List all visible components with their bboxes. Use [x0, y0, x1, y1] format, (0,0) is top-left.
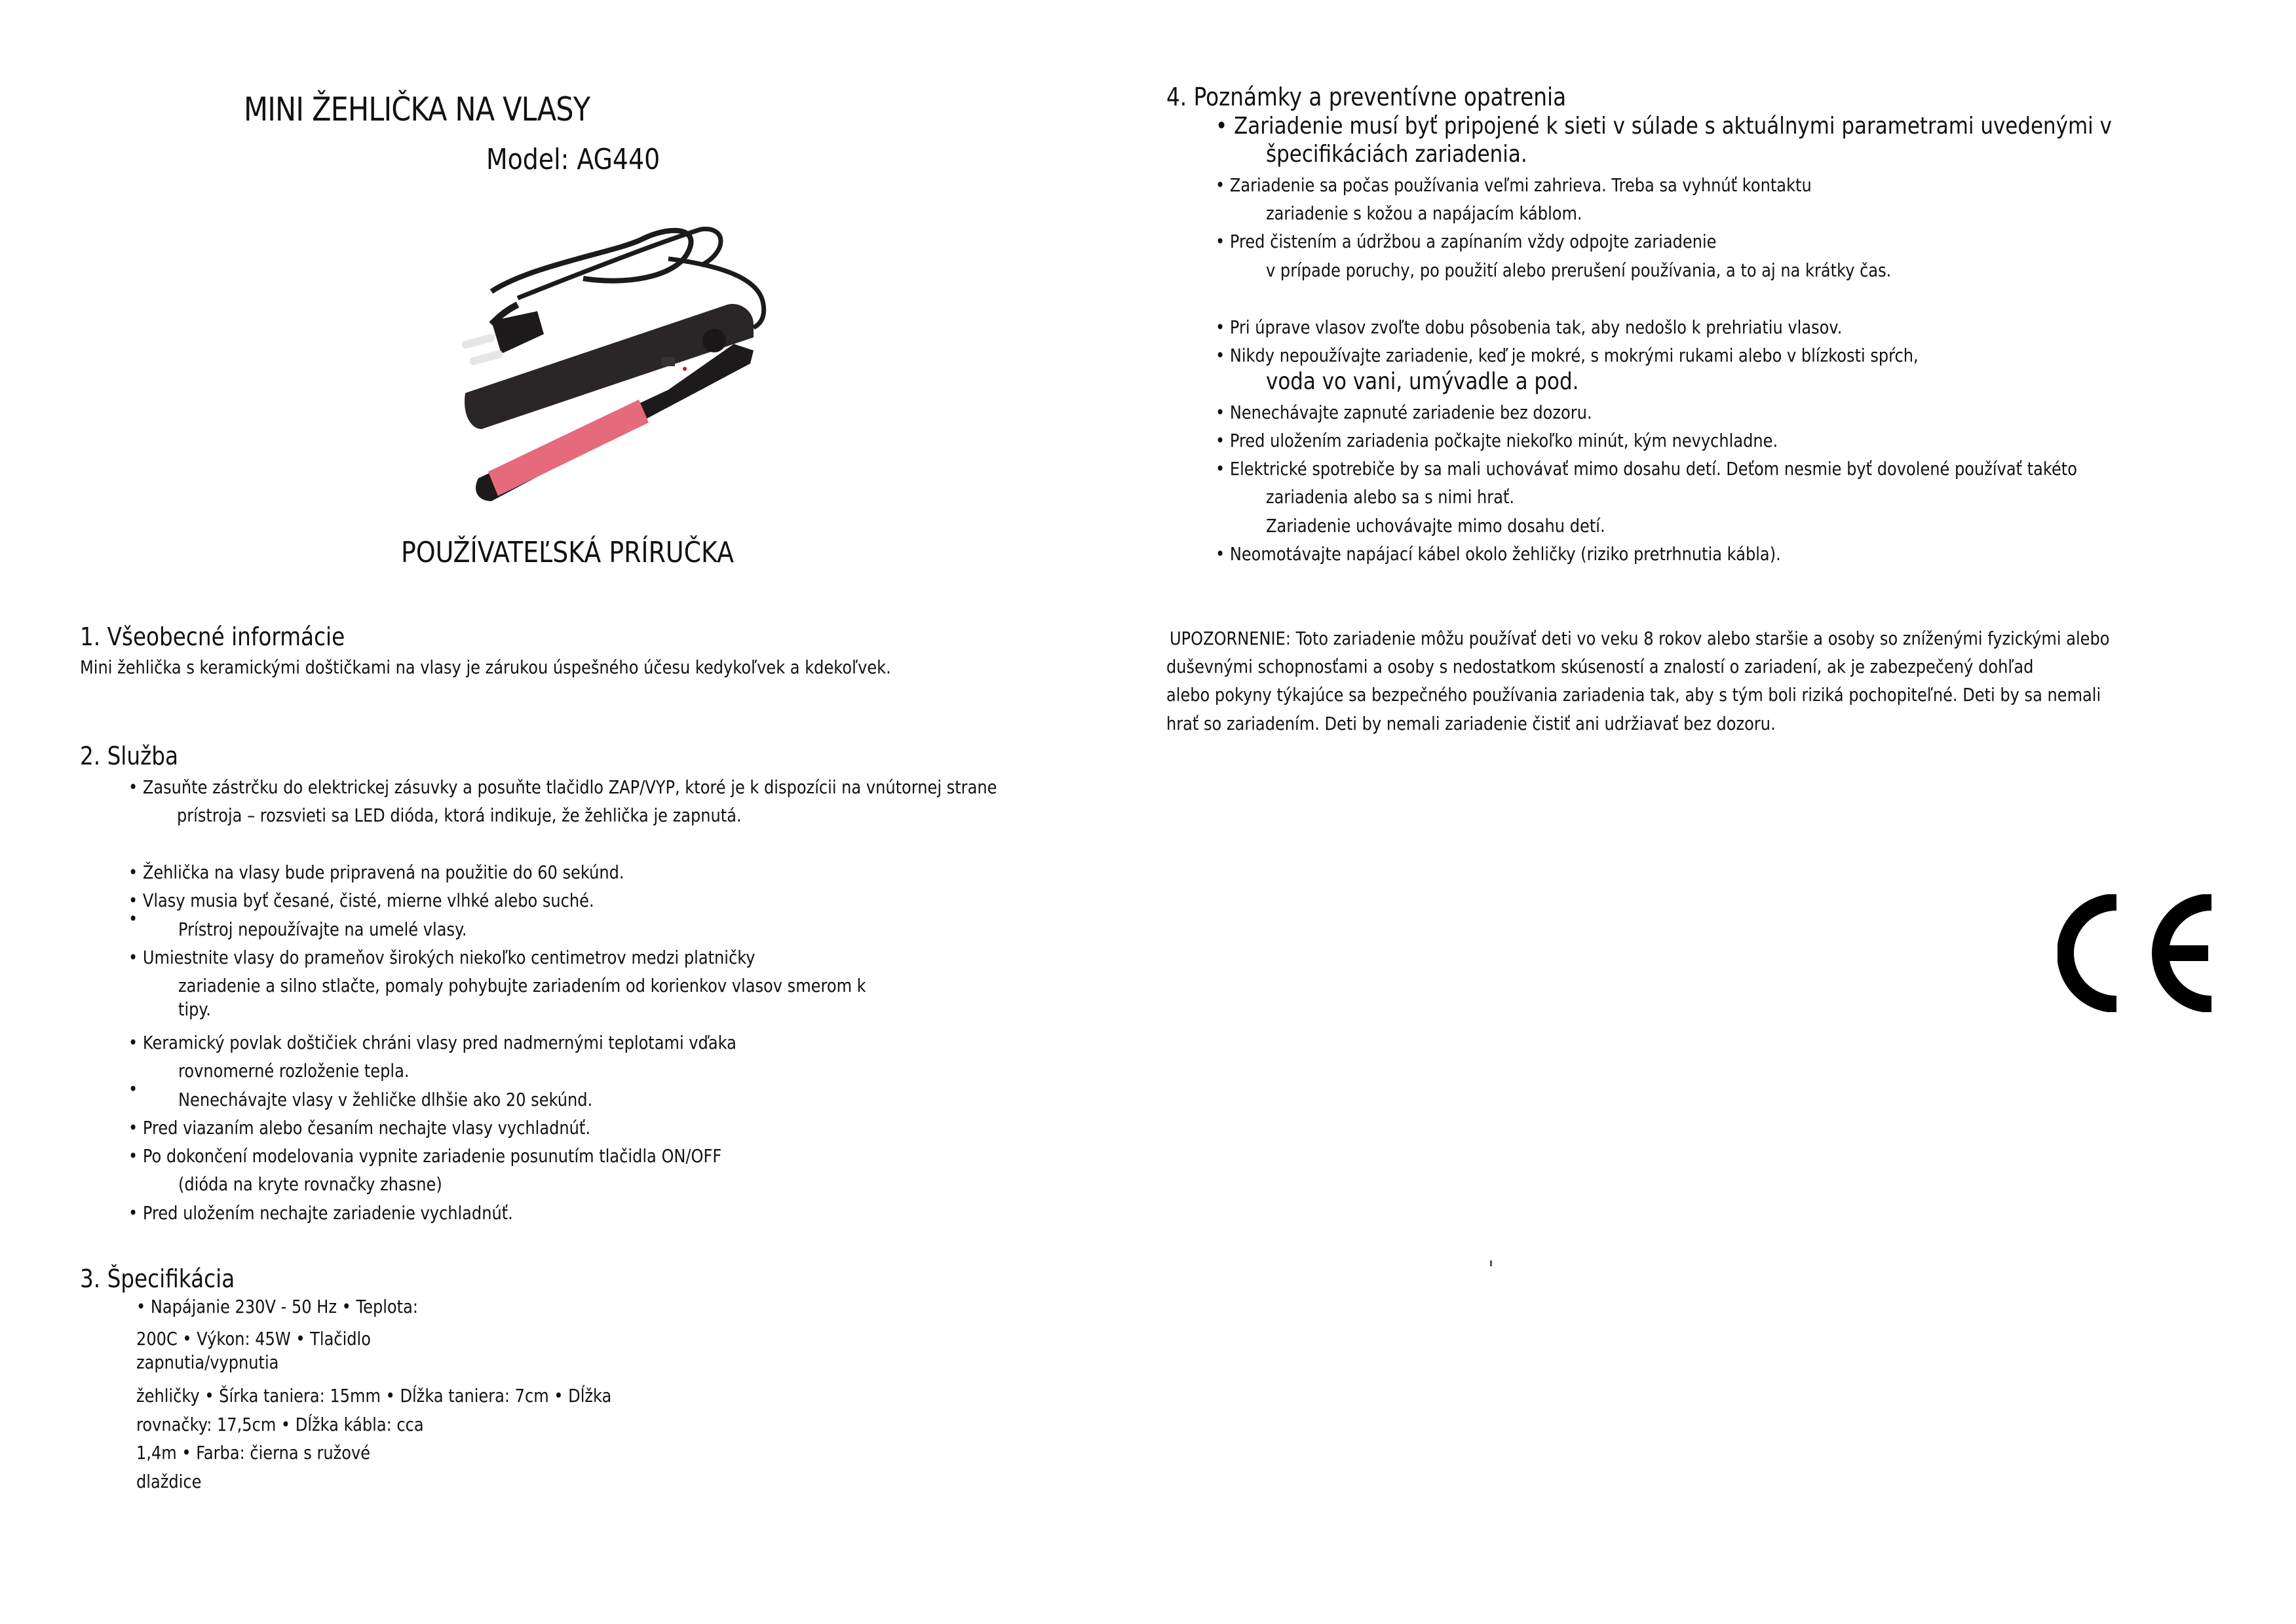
plug-icon [461, 311, 544, 366]
warning-line: duševnými schopnosťami a osoby s nedostatkom skúseností a znalostí o zariadení, ak je zabezpečený dohľad [1166, 656, 2034, 677]
spec-line: žehličky • Šírka taniera: 15mm • Dĺžka taniera: 7cm • Dĺžka [136, 1385, 612, 1407]
warning-line: UPOZORNENIE: Toto zariadenie môžu používať deti vo veku 8 rokov alebo staršie a osoby so zníženými fyzickými alebo [1170, 628, 2110, 649]
spec-line: • Napájanie 230V - 50 Hz • Teplota: [136, 1296, 418, 1317]
spec-line: dlaždice [136, 1471, 202, 1492]
service-line: prístroja – rozsvieti sa LED dióda, ktorá indikuje, že žehlička je zapnutá. [177, 804, 742, 826]
section-heading-specification: 3. Špecifikácia [80, 1264, 235, 1293]
service-line: • Zasuňte zástrčku do elektrickej zásuvky a posuňte tlačidlo ZAP/VYP, ktoré je k dispozícii na vnútornej strane [128, 776, 997, 798]
notes-line: voda vo vani, umývadle a pod. [1266, 368, 1579, 395]
notes-line: • Neomotávajte napájací kábel okolo žehličky (riziko pretrhnutia kábla). [1215, 543, 1781, 565]
cord-loop [491, 231, 691, 292]
service-line: • Vlasy musia byť česané, čisté, mierne vlhké alebo suché. [128, 890, 594, 911]
led-indicator [683, 367, 687, 371]
section-heading-general-info: 1. Všeobecné informácie [80, 622, 345, 651]
service-line: • Žehlička na vlasy bude pripravená na použitie do 60 sekúnd. [128, 861, 624, 883]
service-line: tipy. [178, 998, 211, 1020]
notes-line: Zariadenie uchovávajte mimo dosahu detí. [1266, 515, 1605, 537]
service-line: Prístroj nepoužívajte na umelé vlasy. [178, 918, 467, 940]
service-line: Nenechávajte vlasy v žehličke dlhšie ako 20 sekúnd. [178, 1089, 593, 1110]
power-switch [662, 357, 675, 366]
service-line: • Keramický povlak doštičiek chráni vlasy pred nadmernými teplotami vďaka [128, 1032, 737, 1053]
notes-line: • Elektrické spotrebiče by sa mali uchovávať mimo dosahu detí. Deťom nesmie byť dovolené používať takéto [1215, 458, 2077, 480]
notes-line: • Pri úprave vlasov zvoľte dobu pôsobenia tak, aby nedošlo k prehriatiu vlasov. [1215, 316, 1843, 338]
service-line: (dióda na kryte rovnačky zhasne) [178, 1173, 442, 1195]
service-line: • Umiestnite vlasy do prameňov širokých niekoľko centimetrov medzi platničky [128, 947, 756, 968]
manual-title: POUŽÍVATEĽSKÁ PRÍRUČKA [401, 536, 735, 569]
notes-line: • Zariadenie musí byť pripojené k sieti v súlade s aktuálnymi parametrami uvedenými v [1215, 113, 2112, 140]
section-heading-service: 2. Služba [80, 742, 179, 770]
notes-line: • Nikdy nepoužívajte zariadenie, keď je mokré, s mokrými rukami alebo v blízkosti spŕch, [1215, 345, 1919, 366]
hair-straightener-image [452, 213, 793, 501]
service-bullet: • [128, 908, 138, 930]
notes-line: zariadenia alebo sa s nimi hrať. [1266, 486, 1515, 508]
spec-line: zapnutia/vypnutia [136, 1351, 279, 1373]
ce-mark-icon [2057, 894, 2228, 1012]
service-line: zariadenie a silno stlačte, pomaly pohybujte zariadením od korienkov vlasov smerom k [178, 975, 866, 996]
section-heading-notes: 4. Poznámky a preventívne opatrenia [1166, 83, 1567, 111]
spec-line: rovnačky: 17,5cm • Dĺžka kábla: cca [136, 1414, 424, 1435]
notes-line: • Zariadenie sa počas používania veľmi zahrieva. Treba sa vyhnúť kontaktu [1215, 174, 1812, 196]
general-info-text: Mini žehlička s keramickými doštičkami na vlasy je zárukou úspešného účesu kedykoľvek a kdekoľvek. [80, 656, 891, 678]
hinge [702, 329, 726, 352]
notes-line: zariadenie s kožou a napájacím káblom. [1266, 202, 1582, 224]
spec-line: 1,4m • Farba: čierna s ružové [136, 1442, 371, 1463]
stray-mark [1490, 1260, 1492, 1266]
spec-line: 200C • Výkon: 45W • Tlačidlo [136, 1328, 371, 1350]
document-title: MINI ŽEHLIČKA NA VLASY [244, 90, 590, 128]
warning-line: alebo pokyny týkajúce sa bezpečného používania zariadenia tak, aby s tým boli riziká pochopiteľné. Deti by sa nemali [1166, 684, 2101, 706]
notes-line: v prípade poruchy, po použití alebo prerušení používania, a to aj na krátky čas. [1266, 259, 1892, 281]
service-bullet: • [128, 1078, 138, 1100]
ce-letter-c [2065, 902, 2116, 1004]
warning-line: hrať so zariadením. Deti by nemali zariadenie čistiť ani udržiavať bez dozoru. [1166, 713, 1776, 734]
notes-line: • Pred uložením zariadenia počkajte niekoľko minút, kým nevychladne. [1215, 430, 1778, 451]
notes-line: špecifikáciách zariadenia. [1266, 141, 1527, 168]
service-line: rovnomerné rozloženie tepla. [178, 1060, 410, 1082]
notes-line: • Nenechávajte zapnuté zariadenie bez dozoru. [1215, 402, 1592, 423]
ce-letter-e-bar [2162, 945, 2208, 961]
notes-line: • Pred čistením a údržbou a zapínaním vždy odpojte zariadenie [1215, 231, 1717, 252]
model-number: Model: AG440 [486, 143, 660, 176]
service-line: • Po dokončení modelovania vypnite zariadenie posunutím tlačidla ON/OFF [128, 1145, 722, 1167]
service-line: • Pred viazaním alebo česaním nechajte vlasy vychladnúť. [128, 1117, 591, 1139]
service-line: • Pred uložením nechajte zariadenie vychladnúť. [128, 1202, 513, 1224]
